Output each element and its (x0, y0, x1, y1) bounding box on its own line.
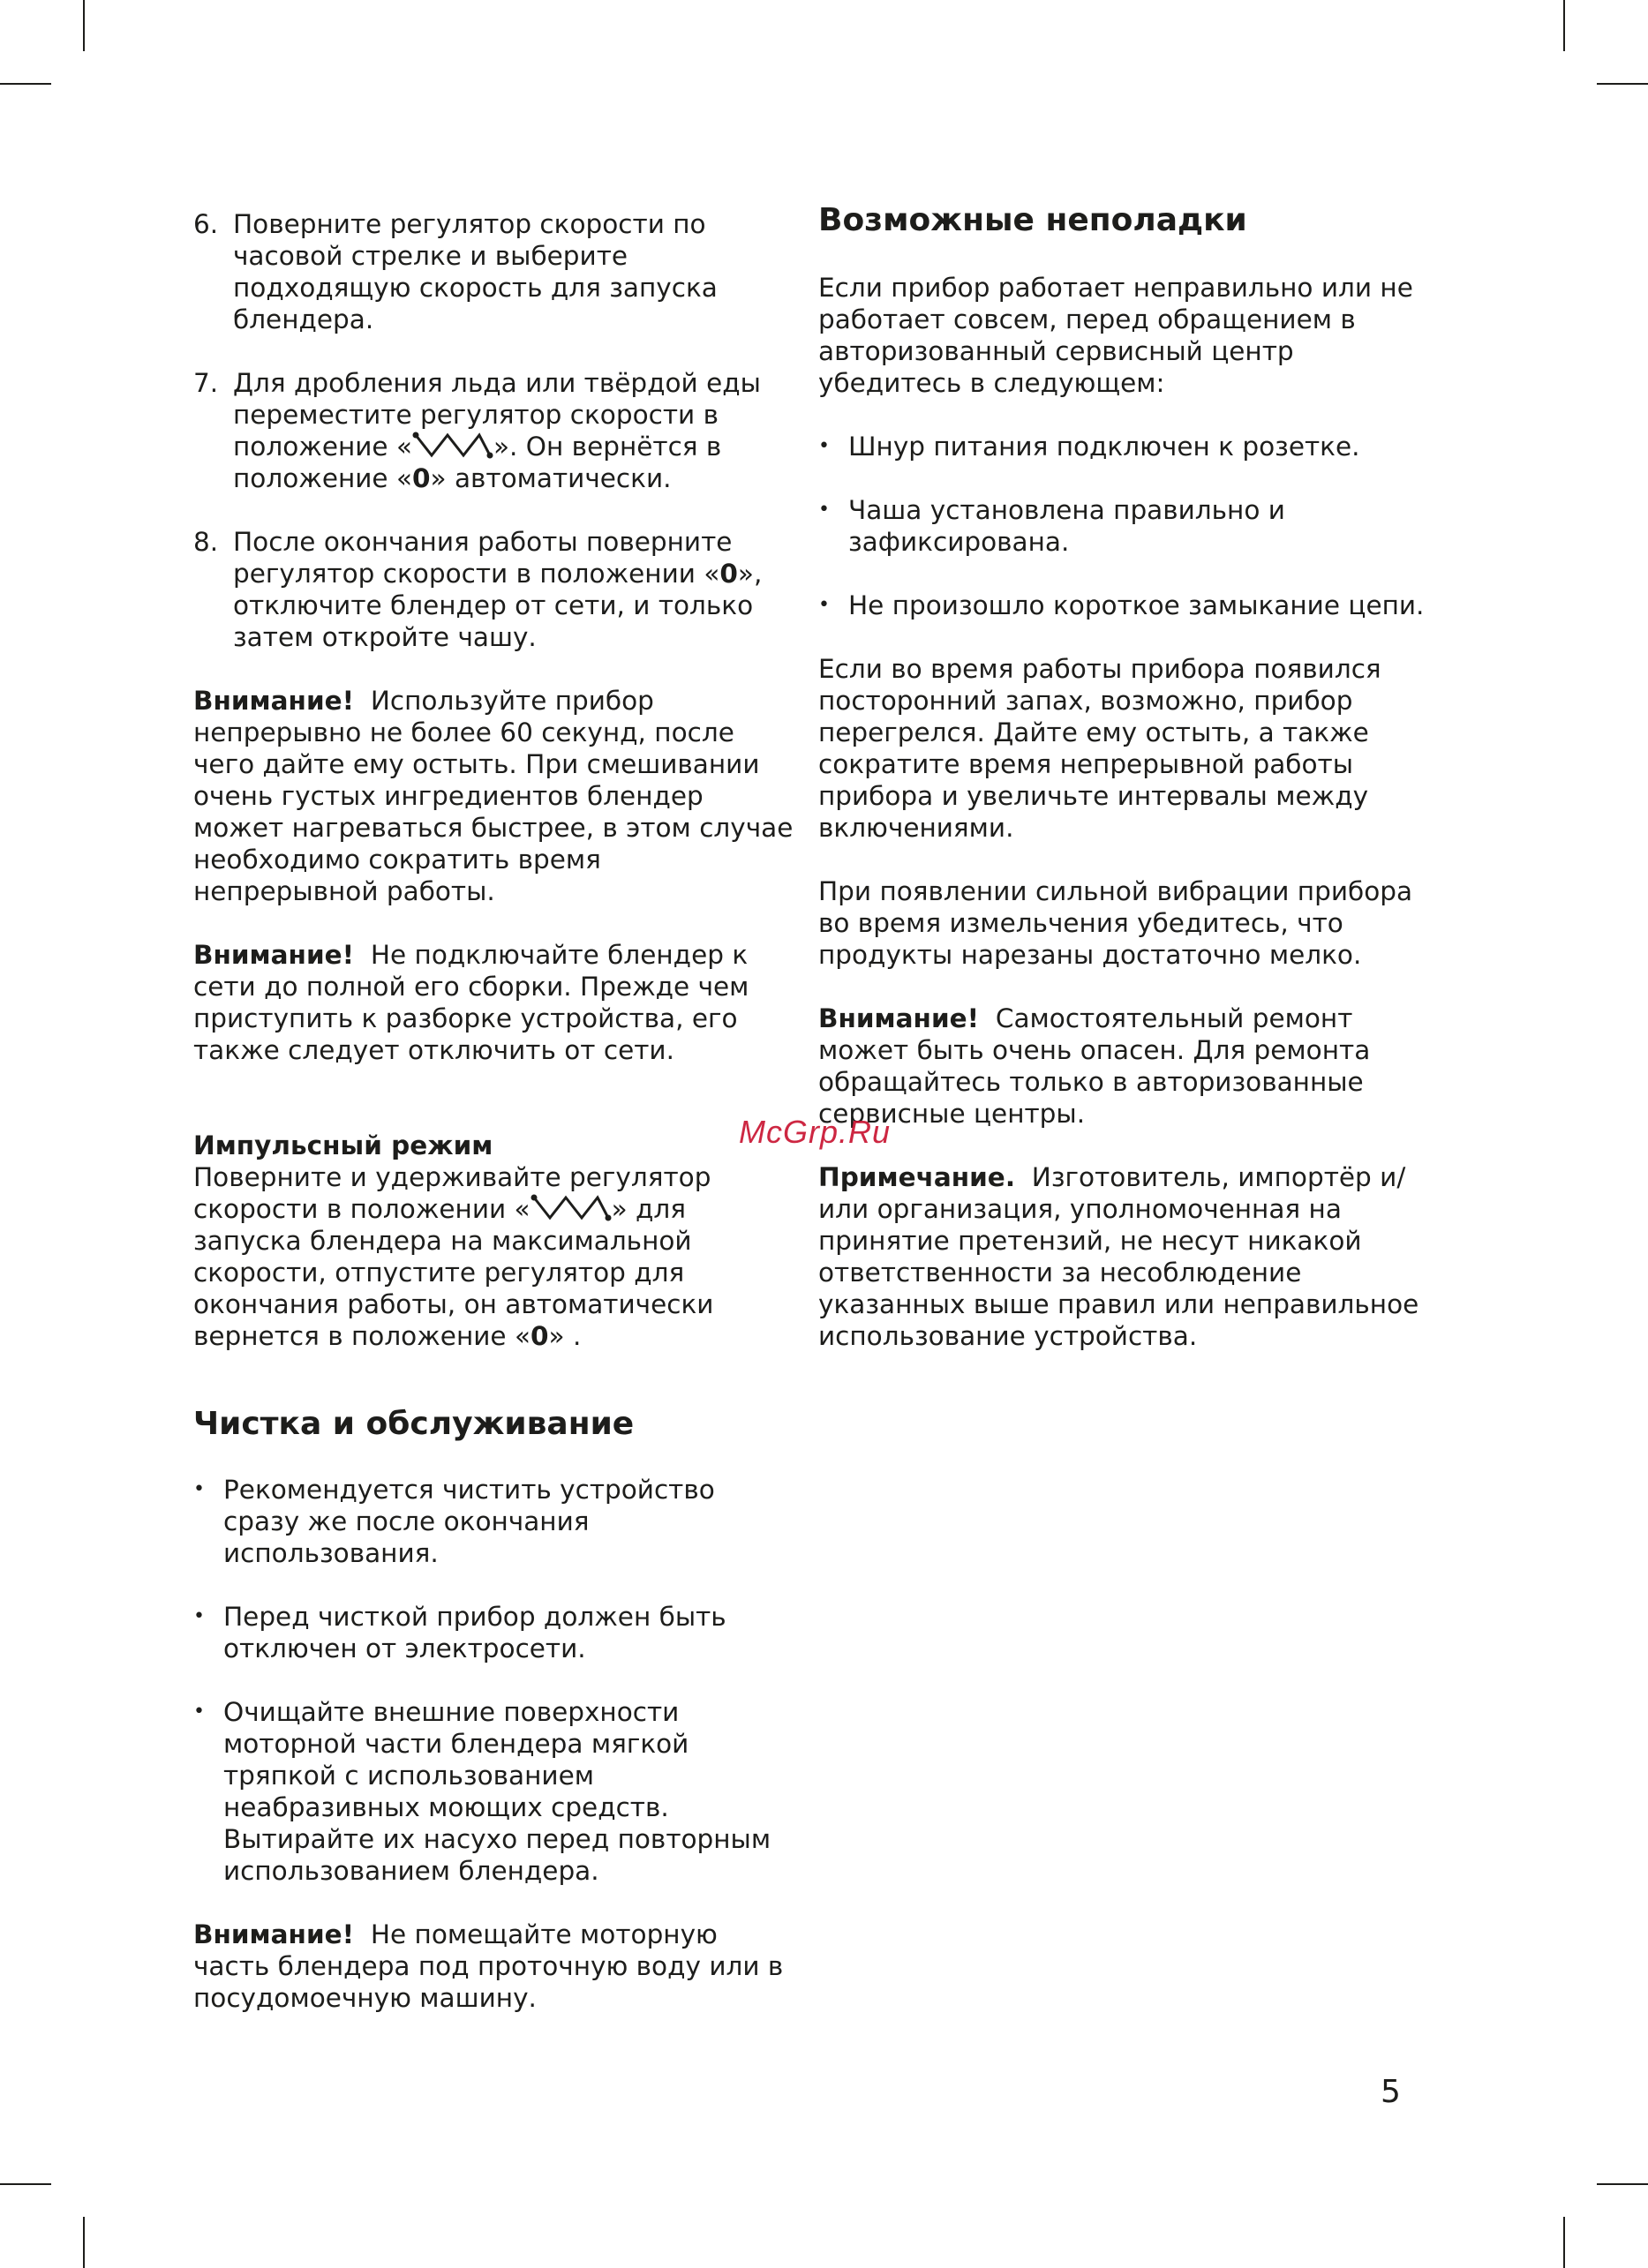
bullet-icon: • (193, 1478, 205, 1500)
warning-text: Используйте прибор непрерывно не более 60 секунд, после чего дайте ему остыть. При смешивании очень густых ингредиентов блендер может нагреваться быстрее, в этом случае необходимо сократить время непрерывной работы. (193, 686, 794, 906)
repair-warning (818, 1003, 1436, 1130)
cleaning-item-text: Очищайте внешние поверхности моторной части блендера мягкой тряпкой с использованием неабразивных моющих средств. Вытирайте их насухо перед повторным использованием блендера. (223, 1697, 771, 1886)
pulse-zigzag-icon (412, 431, 493, 459)
check-item-text: Не произошло короткое замыкание цепи. (848, 590, 1425, 620)
step-text: Поверните регулятор скорости по часовой стрелке и выберите подходящую скорость для запуска блендера. (233, 209, 718, 334)
step-text-part: Для дробления льда или твёрдой еды переместите регулятор скорости в положение « (233, 368, 761, 462)
check-item (818, 494, 1436, 558)
pulse-text-part: Поверните и удерживайте регулятор скорости в положении « (193, 1162, 711, 1224)
pulse-text-part: » . (548, 1321, 582, 1351)
troubleshooting-intro: Если прибор работает неправильно или не работает совсем, перед обращением в авторизованный сервисный центр убедитесь в следующем: (818, 273, 1413, 398)
step-text (233, 367, 794, 494)
left-column (193, 208, 794, 2014)
bullet-icon: • (818, 594, 830, 616)
note-text: Изготовитель, импортёр и/или организация, уполномоченная на принятие претензий, не несут никакой ответственности за несоблюдение указанных выше правил или неправильное использование устройства. (818, 1162, 1419, 1351)
overheat-paragraph: Если во время работы прибора появился посторонний запах, возможно, прибор перегрелся. Дайте ему остыть, а также сократите время непрерывной работы прибора и увеличьте интервалы между включениями. (818, 654, 1381, 843)
cleaning-item (193, 1601, 794, 1664)
zero-position: 0 (531, 1321, 549, 1351)
zero-position: 0 (412, 463, 431, 493)
crop-mark (0, 2183, 51, 2185)
cleaning-item (193, 1474, 794, 1569)
cleaning-item-text: Рекомендуется чистить устройство сразу же после окончания использования. (223, 1475, 715, 1568)
check-item (818, 590, 1436, 621)
right-column (818, 201, 1436, 1352)
step-number: 6. (193, 209, 219, 239)
troubleshooting-heading: Возможные неполадки (818, 202, 1247, 238)
warning-text: Не помещайте моторную часть блендера под проточную воду или в посудомоечную машину. (193, 1919, 784, 2013)
crop-mark (1563, 2217, 1565, 2268)
warning-label: Внимание! (818, 1003, 980, 1033)
step-8 (193, 526, 794, 653)
crop-mark (83, 2217, 85, 2268)
step-number: 7. (193, 368, 219, 398)
zero-position: 0 (719, 559, 738, 589)
warning-label: Внимание! (193, 940, 355, 970)
crop-mark (1563, 0, 1565, 51)
bullet-icon: • (193, 1701, 205, 1723)
warning-label: Внимание! (193, 1919, 355, 1949)
warning-2 (193, 939, 794, 1066)
step-text (233, 526, 794, 653)
pulse-zigzag-icon (531, 1193, 612, 1221)
page-number: 5 (1381, 2074, 1401, 2110)
crop-mark (1597, 2183, 1648, 2185)
warning-text: Самостоятельный ремонт может быть очень опасен. Для ремонта обращайтесь только в авторизованные сервисные центры. (818, 1003, 1371, 1129)
check-item-text: Шнур питания подключен к розетке. (848, 432, 1360, 462)
step-text-part: », отключите блендер от сети, и только затем откройте чашу. (233, 559, 763, 652)
bullet-icon: • (818, 435, 830, 457)
bullet-icon: • (193, 1605, 205, 1627)
check-item (818, 431, 1436, 462)
pulse-mode-heading: Импульсный режим (193, 1130, 493, 1160)
note-label: Примечание. (818, 1162, 1016, 1192)
crop-mark (0, 83, 51, 85)
warning-label: Внимание! (193, 686, 355, 716)
pulse-mode-text (193, 1161, 794, 1352)
cleaning-heading: Чистка и обслуживание (193, 1406, 635, 1442)
cleaning-item (193, 1696, 794, 1887)
step-7 (193, 367, 794, 494)
watermark: McGrp.Ru (739, 1114, 892, 1150)
pulse-text-part: » для запуска блендера на максимальной скорости, отпустите регулятор для окончания работы, он автоматически вернется в положение « (193, 1194, 714, 1351)
warning-3 (193, 1919, 794, 2014)
step-text-part: После окончания работы поверните регулятор скорости в положении « (233, 527, 733, 589)
vibration-paragraph: При появлении сильной вибрации прибора во время измельчения убедитесь, что продукты нарезаны достаточно мелко. (818, 876, 1413, 970)
crop-mark (1597, 83, 1648, 85)
check-item-text: Чаша установлена правильно и зафиксирована. (848, 495, 1285, 557)
bullet-icon: • (818, 499, 830, 521)
manufacturer-note (818, 1161, 1436, 1352)
warning-1 (193, 685, 794, 907)
step-text-part: » автоматически. (430, 463, 672, 493)
step-number: 8. (193, 527, 219, 557)
step-6 (193, 208, 794, 335)
warning-text: Не подключайте блендер к сети до полной его сборки. Прежде чем приступить к разборке устройства, его также следует отключить от сети. (193, 940, 749, 1065)
cleaning-item-text: Перед чисткой прибор должен быть отключен от электросети. (223, 1602, 726, 1663)
crop-mark (83, 0, 85, 51)
step-text-part: ». Он вернётся в положение « (233, 432, 722, 493)
